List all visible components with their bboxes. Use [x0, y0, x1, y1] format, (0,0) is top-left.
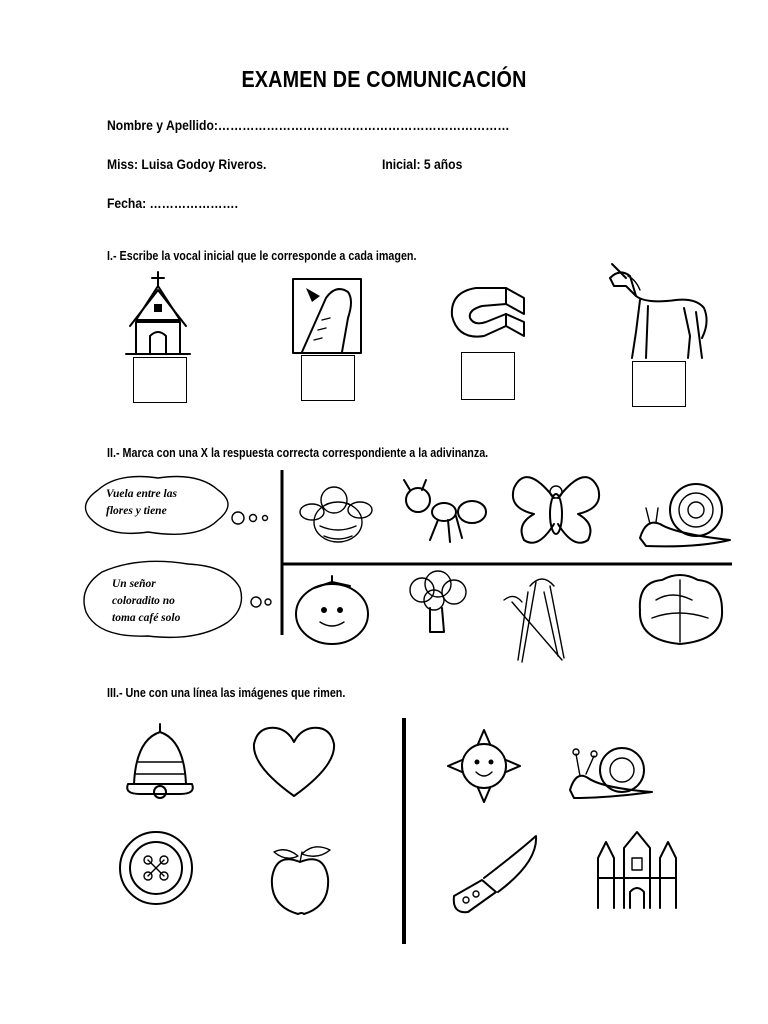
level-label: Inicial: 5 años	[382, 157, 463, 172]
date-field[interactable]: Fecha: ………………….	[107, 196, 238, 211]
riddle2-line1: Un señor	[112, 578, 156, 590]
knife-icon[interactable]	[446, 832, 542, 916]
section3-prompt: III.- Une con una línea las imágenes que rimen.	[107, 686, 346, 700]
teacher-label: Miss: Luisa Godoy Riveros.	[107, 157, 267, 172]
riddle1-line2: flores y tiene	[106, 505, 167, 517]
riddle2-line2: coloradito no	[112, 595, 175, 607]
button-icon[interactable]	[116, 828, 196, 908]
section1-prompt: I.- Escribe la vocal inicial que le corresponde a cada imagen.	[107, 249, 417, 263]
page-title: EXAMEN DE COMUNICACIÓN	[241, 66, 527, 92]
bell-icon[interactable]	[120, 722, 202, 800]
apple-icon[interactable]	[264, 844, 338, 918]
heart-icon[interactable]	[248, 724, 340, 802]
riddle1-line1: Vuela entre las	[106, 488, 177, 500]
sun-icon[interactable]	[444, 726, 526, 804]
name-field[interactable]: Nombre y Apellido:………………………………………………………………	[107, 118, 510, 133]
castle-icon[interactable]	[594, 828, 680, 912]
section2-prompt: II.- Marca con una X la respuesta correcta correspondiente a la adivinanza.	[107, 446, 489, 460]
snail-icon-rhyme[interactable]	[566, 726, 656, 802]
riddle2-line3: toma café solo	[112, 612, 181, 624]
